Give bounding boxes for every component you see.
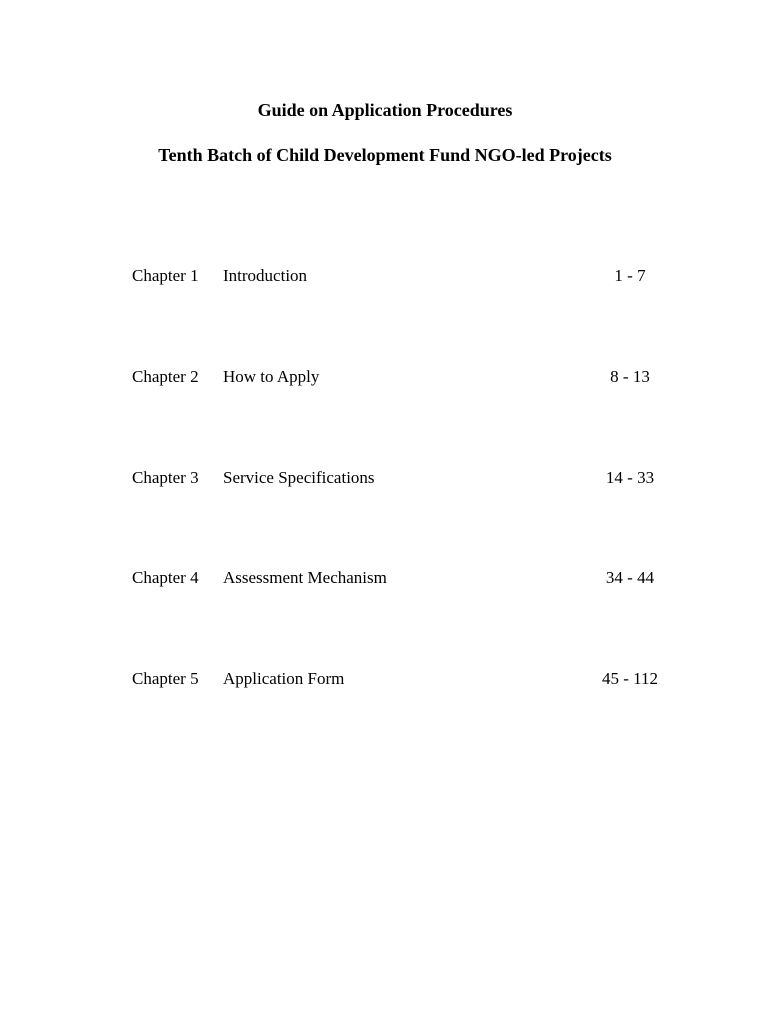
toc-chapter-label: Chapter 2 [132, 367, 199, 386]
toc-chapter-title: Service Specifications [223, 468, 375, 487]
toc-chapter-title: Assessment Mechanism [223, 568, 387, 587]
toc-chapter-title: Application Form [223, 669, 345, 688]
toc-row-chapter-3 [0, 467, 770, 489]
toc-page-range: 1 - 7 [614, 266, 646, 285]
toc-page-range: 8 - 13 [610, 367, 650, 386]
toc-page-range: 34 - 44 [605, 568, 655, 587]
toc-chapter-label: Chapter 4 [132, 568, 199, 587]
toc-chapter-label: Chapter 1 [132, 266, 199, 285]
toc-page-range: 45 - 112 [601, 669, 659, 688]
toc-row-chapter-1 [0, 265, 770, 287]
toc-chapter-label: Chapter 3 [132, 468, 199, 487]
toc-chapter-title: Introduction [223, 266, 308, 285]
toc-page-range: 14 - 33 [605, 468, 655, 487]
document-title: Guide on Application Procedures [257, 100, 513, 120]
toc-chapter-title: How to Apply [223, 367, 320, 386]
document-subtitle: Tenth Batch of Child Development Fund NGO-led Projects [158, 145, 612, 165]
toc-row-chapter-2 [0, 366, 770, 388]
toc-row-chapter-5 [0, 668, 770, 690]
toc-row-chapter-4 [0, 567, 770, 589]
toc-chapter-label: Chapter 5 [132, 669, 199, 688]
